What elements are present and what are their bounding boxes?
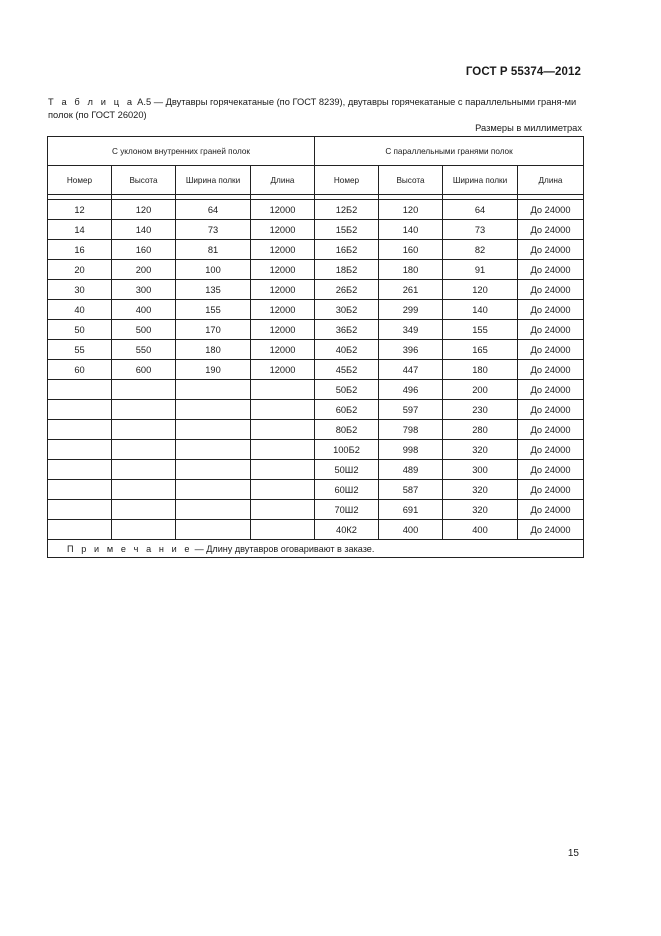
table-cell: 998: [379, 440, 443, 460]
table-row: [48, 340, 584, 360]
table-cell: 82: [443, 240, 518, 260]
table-cell: [251, 500, 315, 520]
table-cell: [48, 380, 112, 400]
table-cell: 320: [443, 480, 518, 500]
group-header-tapered: С уклоном внутренних граней полок: [48, 137, 315, 166]
table-cell: [251, 480, 315, 500]
table-row: [48, 420, 584, 440]
table-cell: До 24000: [518, 480, 584, 500]
table-cell: [112, 460, 176, 480]
table-cell: 170: [176, 320, 251, 340]
column-header: Номер: [48, 166, 112, 195]
table-cell: 60Ш2: [315, 480, 379, 500]
table-cell: 40К2: [315, 520, 379, 540]
table-row: [48, 360, 584, 380]
table-cell: [112, 520, 176, 540]
table-cell: До 24000: [518, 380, 584, 400]
table-row: [48, 300, 584, 320]
table-row: [48, 220, 584, 240]
table-cell: 597: [379, 400, 443, 420]
table-cell: [176, 500, 251, 520]
table-cell: 280: [443, 420, 518, 440]
table-cell: До 24000: [518, 520, 584, 540]
table-cell: 300: [112, 280, 176, 300]
column-header: Высота: [112, 166, 176, 195]
table-row: [48, 200, 584, 220]
table-cell: 30: [48, 280, 112, 300]
units-note: Размеры в миллиметрах: [475, 123, 582, 133]
table-cell: [176, 380, 251, 400]
table-cell: 50: [48, 320, 112, 340]
table-row: [48, 500, 584, 520]
table-cell: До 24000: [518, 220, 584, 240]
table-cell: 190: [176, 360, 251, 380]
table-cell: До 24000: [518, 300, 584, 320]
page-number: 15: [567, 848, 579, 859]
table-cell: 81: [176, 240, 251, 260]
group-header-parallel: С параллельными гранями полок: [315, 137, 584, 166]
table-cell: [176, 460, 251, 480]
table-cell: 230: [443, 400, 518, 420]
table-cell: [48, 440, 112, 460]
table-cell: [176, 420, 251, 440]
table-cell: 120: [379, 200, 443, 220]
table-cell: До 24000: [518, 340, 584, 360]
table-cell: 489: [379, 460, 443, 480]
table-cell: 12: [48, 200, 112, 220]
table-cell: [251, 420, 315, 440]
table-cell: [176, 480, 251, 500]
table-note-text: — Длину двутавров оговаривают в заказе.: [192, 543, 375, 554]
table-cell: 135: [176, 280, 251, 300]
table-cell: До 24000: [518, 460, 584, 480]
table-cell: 91: [443, 260, 518, 280]
table-cell: 320: [443, 440, 518, 460]
table-cell: 70Ш2: [315, 500, 379, 520]
table-cell: 400: [112, 300, 176, 320]
table-cell: До 24000: [518, 280, 584, 300]
table-cell: 200: [443, 380, 518, 400]
table-cell: 12Б2: [315, 200, 379, 220]
table-cell: 165: [443, 340, 518, 360]
table-cell: 160: [379, 240, 443, 260]
table-cell: 40Б2: [315, 340, 379, 360]
table-cell: 36Б2: [315, 320, 379, 340]
table-cell: До 24000: [518, 200, 584, 220]
table-row: [48, 280, 584, 300]
table-cell: 15Б2: [315, 220, 379, 240]
table-cell: 73: [443, 220, 518, 240]
table-cell: 45Б2: [315, 360, 379, 380]
table-cell: 798: [379, 420, 443, 440]
table-cell: 12000: [251, 340, 315, 360]
table-cell: 64: [443, 200, 518, 220]
table-cell: 320: [443, 500, 518, 520]
table-caption-text: А.5 — Двутавры горячекатаные (по ГОСТ 8239), двутавры горячекатаные с параллельными граня-ми полок (по ГОСТ 26020): [48, 97, 577, 120]
table-row: [48, 400, 584, 420]
table-cell: 160: [112, 240, 176, 260]
table-cell: 180: [443, 360, 518, 380]
table-row: [48, 320, 584, 340]
table-cell: 155: [443, 320, 518, 340]
table-row: [48, 480, 584, 500]
table-cell: 400: [379, 520, 443, 540]
table-caption-prefix: Т а б л и ц а: [48, 97, 135, 107]
table-cell: 12000: [251, 200, 315, 220]
table-cell: [112, 420, 176, 440]
table-cell: [112, 500, 176, 520]
column-header-row: [48, 166, 584, 195]
table-cell: [112, 400, 176, 420]
table-cell: 16Б2: [315, 240, 379, 260]
table-cell: 30Б2: [315, 300, 379, 320]
table-cell: [176, 520, 251, 540]
table-cell: 120: [112, 200, 176, 220]
group-header-row: [48, 137, 584, 166]
table-cell: 261: [379, 280, 443, 300]
table-cell: 12000: [251, 320, 315, 340]
table-row: [48, 240, 584, 260]
table-cell: [251, 460, 315, 480]
table-cell: 180: [176, 340, 251, 360]
column-header: Длина: [518, 166, 584, 195]
table-cell: 349: [379, 320, 443, 340]
table-cell: [176, 400, 251, 420]
table-cell: 600: [112, 360, 176, 380]
table-cell: 73: [176, 220, 251, 240]
table-note-row: [48, 540, 584, 558]
table-cell: До 24000: [518, 320, 584, 340]
table-cell: 12000: [251, 360, 315, 380]
table-caption: [48, 96, 584, 121]
table-cell: 12000: [251, 260, 315, 280]
table-row: [48, 380, 584, 400]
table-cell: [176, 440, 251, 460]
column-header: Высота: [379, 166, 443, 195]
table-cell: 500: [112, 320, 176, 340]
table-cell: 299: [379, 300, 443, 320]
table-cell: 40: [48, 300, 112, 320]
column-header: Ширина полки: [176, 166, 251, 195]
table-cell: [48, 480, 112, 500]
table-cell: [48, 500, 112, 520]
table-cell: 587: [379, 480, 443, 500]
table-cell: 18Б2: [315, 260, 379, 280]
table-cell: 300: [443, 460, 518, 480]
table-cell: 50Ш2: [315, 460, 379, 480]
table-cell: До 24000: [518, 500, 584, 520]
table-cell: До 24000: [518, 440, 584, 460]
table-cell: [112, 380, 176, 400]
table-cell: 691: [379, 500, 443, 520]
table-cell: [48, 460, 112, 480]
table-cell: 14: [48, 220, 112, 240]
table-cell: 140: [443, 300, 518, 320]
column-header: Ширина полки: [443, 166, 518, 195]
table-cell: 12000: [251, 300, 315, 320]
table-cell: [112, 440, 176, 460]
table-cell: [251, 440, 315, 460]
table-cell: До 24000: [518, 420, 584, 440]
table-cell: 16: [48, 240, 112, 260]
table-cell: 26Б2: [315, 280, 379, 300]
beams-table: [47, 136, 584, 558]
table-cell: 12000: [251, 280, 315, 300]
column-header: Номер: [315, 166, 379, 195]
table-row: [48, 440, 584, 460]
table-cell: [251, 400, 315, 420]
table-cell: 200: [112, 260, 176, 280]
table-cell: 447: [379, 360, 443, 380]
table-cell: До 24000: [518, 360, 584, 380]
table-cell: 20: [48, 260, 112, 280]
table-cell: 155: [176, 300, 251, 320]
table-cell: 496: [379, 380, 443, 400]
table-cell: 100Б2: [315, 440, 379, 460]
table-cell: [48, 420, 112, 440]
table-cell: 12000: [251, 220, 315, 240]
table-note-prefix: П р и м е ч а н и е: [67, 543, 193, 554]
table-cell: [112, 480, 176, 500]
table-cell: [251, 380, 315, 400]
table-cell: 100: [176, 260, 251, 280]
table-cell: 140: [379, 220, 443, 240]
table-row: [48, 520, 584, 540]
column-header: Длина: [251, 166, 315, 195]
table-row: [48, 460, 584, 480]
table-cell: 64: [176, 200, 251, 220]
table-row: [48, 260, 584, 280]
table-cell: [48, 520, 112, 540]
table-cell: 120: [443, 280, 518, 300]
table-cell: До 24000: [518, 240, 584, 260]
document-code: ГОСТ Р 55374—2012: [465, 66, 581, 78]
table-cell: 12000: [251, 240, 315, 260]
table-cell: 80Б2: [315, 420, 379, 440]
table-cell: [251, 520, 315, 540]
table-cell: 50Б2: [315, 380, 379, 400]
table-cell: До 24000: [518, 260, 584, 280]
table-cell: 550: [112, 340, 176, 360]
table-body: [48, 195, 584, 558]
table-cell: 60Б2: [315, 400, 379, 420]
table-cell: До 24000: [518, 400, 584, 420]
table-cell: 55: [48, 340, 112, 360]
table-cell: [48, 400, 112, 420]
table-cell: 396: [379, 340, 443, 360]
table-cell: 140: [112, 220, 176, 240]
table-cell: 180: [379, 260, 443, 280]
table-cell: 400: [443, 520, 518, 540]
table-note: [48, 540, 584, 558]
table-cell: 60: [48, 360, 112, 380]
